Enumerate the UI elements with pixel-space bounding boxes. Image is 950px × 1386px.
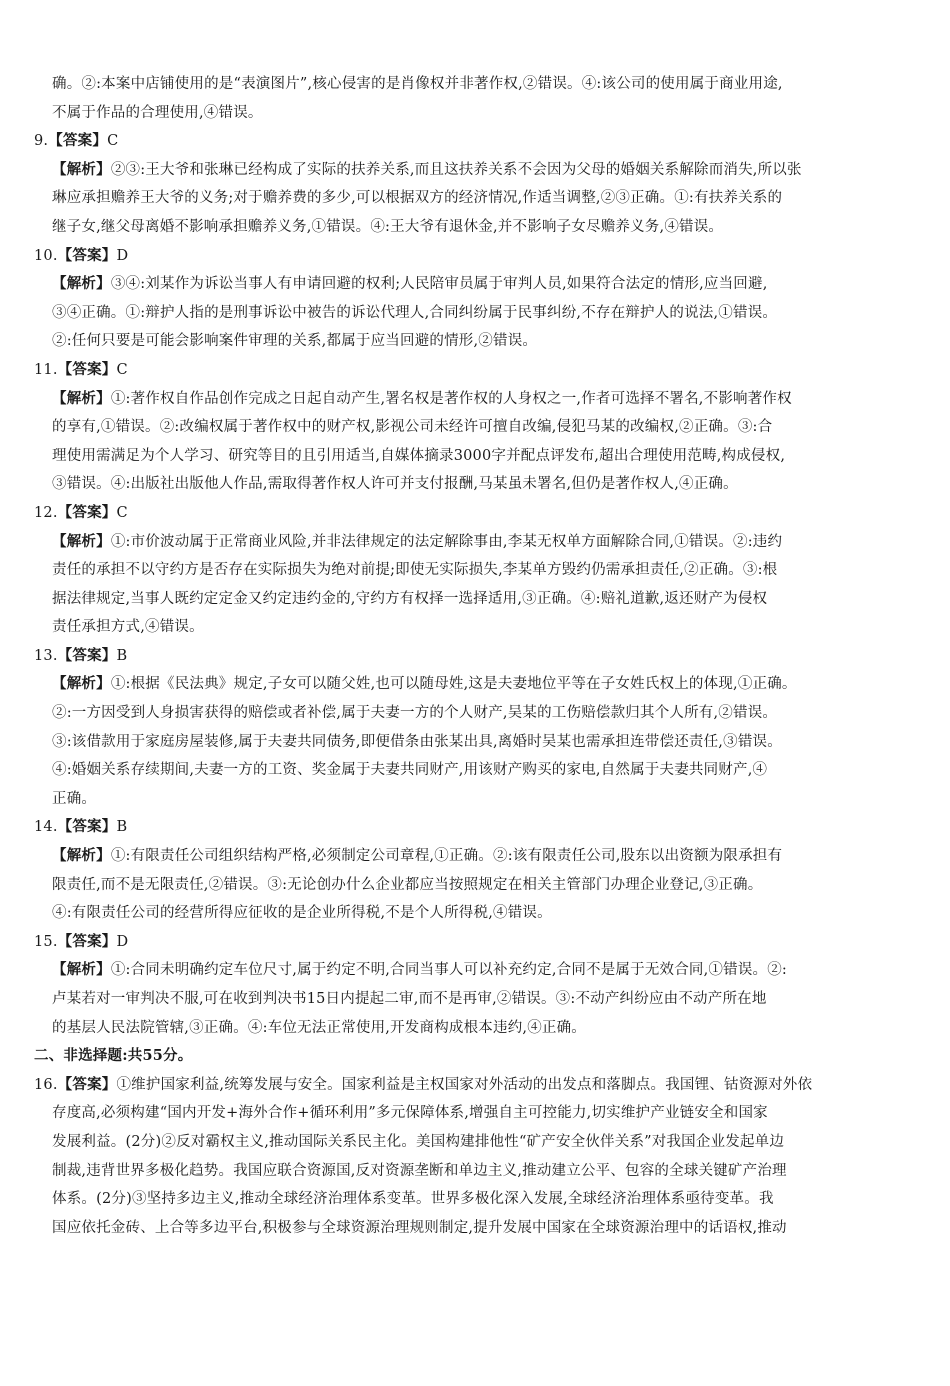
analysis-line: ④:婚姻关系存续期间,夫妻一方的工资、奖金属于夫妻共同财产,用该财产购买的家电,自然属于夫妻共同财产,④: [52, 762, 768, 779]
intro-line: 确。②:本案中店铺使用的是“表演图片”,核心侵害的是肖像权并非著作权,②错误。④:该公司的使用属于商业用途,: [52, 76, 783, 92]
analysis-tag: 【解析】: [52, 389, 111, 407]
answer-line: [34, 356, 916, 385]
question-9: [34, 127, 916, 241]
answer-tag: 【答案】: [57, 818, 117, 836]
analysis-line: 卢某若对一审判决不服,可在收到判决书15日内提起二审,而不是再审,②错误。③:不动产纠纷应由不动产所在地: [52, 991, 767, 1007]
answer-value: D: [116, 933, 129, 950]
analysis-tag: 【解析】: [52, 847, 111, 865]
analysis-line: 限责任,而不是无限责任,②错误。③:无论创办什么企业都应当按照规定在相关主管部门办理企业登记,③正确。: [52, 876, 763, 893]
answer-tag: 【答案】: [57, 646, 117, 664]
answer-text-line: 制裁,违背世界多极化趋势。我国应联合资源国,反对资源垄断和单边主义,推动建立公平、包容的全球关键矿产治理: [52, 1162, 787, 1179]
analysis-tag: 【解析】: [52, 532, 111, 550]
analysis-line: ②:一方因受到人身损害获得的赔偿或者补偿,属于夫妻一方的个人财产,吴某的工伤赔偿款归其个人所有,②错误。: [52, 705, 778, 722]
answer-value: D: [116, 247, 129, 264]
analysis-tag: 【解析】: [52, 961, 111, 979]
analysis-line: 【解析】①:著作权自作品创作完成之日起自动产生,署名权是著作权的人身权之一,作者可选择不署名,不影响著作权: [52, 389, 792, 407]
answer-tag: 【答案】: [57, 503, 117, 521]
question-number: 13.: [34, 647, 58, 664]
question-14: [34, 813, 916, 927]
analysis-line: 正确。: [52, 790, 97, 807]
answer-line: [34, 642, 916, 671]
answer-line: [34, 242, 916, 271]
answer-line: [34, 127, 916, 156]
analysis-line: 理使用需满足为个人学习、研究等目的且引用适当,自媒体摘录3000字并配点评发布,超出合理使用范畴,构成侵权,: [52, 447, 786, 464]
analysis-line: 责任承担方式,④错误。: [52, 619, 204, 636]
analysis-line: ③④正确。①:辩护人指的是刑事诉讼中被告的诉讼代理人,合同纠纷属于民事纠纷,不存在辩护人的说法,①错误。: [52, 304, 778, 321]
answer-line: [34, 813, 916, 842]
analysis-line: ③:该借款用于家庭房屋装修,属于夫妻共同债务,即便借条由张某出具,离婚时吴某也需承担连带偿还责任,③错误。: [52, 733, 782, 750]
answer-line: 16.【答案】①维护国家利益,统筹发展与安全。国家利益是主权国家对外活动的出发点和落脚点。我国锂、钴资源对外依: [34, 1075, 813, 1093]
question-11: [34, 356, 916, 499]
answer-value: B: [116, 819, 128, 836]
question-number: 15.: [34, 933, 58, 950]
intro-line: 不属于作品的合理使用,④错误。: [52, 104, 263, 121]
analysis-line: 据法律规定,当事人既约定定金又约定违约金的,守约方有权择一选择适用,③正确。④:赔礼道歉,返还财产为侵权: [52, 590, 768, 607]
analysis-line: ③错误。④:出版社出版他人作品,需取得著作权人许可并支付报酬,马某虽未署名,但仍是著作权人,④正确。: [52, 476, 738, 493]
answer-text-line: 国应依托金砖、上合等多边平台,积极参与全球资源治理规则制定,提升发展中国家在全球资源治理中的话语权,推动: [52, 1219, 787, 1236]
answer-text-line: 体系。(2分)③坚持多边主义,推动全球经济治理体系变革。世界多极化深入发展,全球经济治理体系亟待变革。我: [52, 1191, 774, 1208]
answer-tag: 【答案】: [57, 1075, 117, 1093]
analysis-line: 继子女,继父母离婚不影响承担赡养义务,①错误。④:王大爷有退休金,并不影响子女尽赡养义务,④错误。: [52, 218, 724, 235]
question-number: 12.: [34, 504, 58, 521]
analysis-line: 的享有,①错误。②:改编权属于著作权中的财产权,影视公司未经许可擅自改编,侵犯马某的改编权,②正确。③:合: [52, 419, 773, 436]
analysis-tag: 【解析】: [52, 675, 111, 693]
answer-value: C: [107, 133, 119, 150]
analysis-line: 琳应承担赡养王大爷的义务;对于赡养费的多少,可以根据双方的经济情况,作适当调整,②③正确。①:有扶养关系的: [52, 190, 783, 207]
question-13: [34, 642, 916, 814]
analysis-line: 的基层人民法院管辖,③正确。④:车位无法正常使用,开发商构成根本违约,④正确。: [52, 1019, 587, 1036]
analysis-line: 【解析】①:合同未明确约定车位尺寸,属于约定不明,合同当事人可以补充约定,合同不是属于无效合同,①错误。②:: [52, 961, 788, 979]
answer-tag: 【答案】: [57, 360, 117, 378]
answer-text-line: 存度高,必须构建“国内开发+海外合作+循环利用”多元保障体系,增强自主可控能力,切实维护产业链安全和国家: [52, 1105, 768, 1122]
analysis-line: 【解析】②③:王大爷和张琳已经构成了实际的扶养关系,而且这扶养关系不会因为父母的婚姻关系解除而消失,所以张: [52, 160, 802, 178]
question-number: 16.: [34, 1076, 58, 1093]
answer-tag: 【答案】: [57, 246, 117, 264]
question-number: 9.: [34, 133, 49, 150]
analysis-line: 责任的承担不以守约方是否存在实际损失为绝对前提;即使无实际损失,李某单方毁约仍需承担责任,②正确。③:根: [52, 562, 778, 579]
intro-block: [34, 70, 916, 127]
section-heading: 二、非选择题:共55分。: [34, 1047, 193, 1065]
question-16: [34, 1071, 916, 1243]
answer-tag: 【答案】: [48, 132, 108, 150]
analysis-tag: 【解析】: [52, 160, 111, 178]
question-12: [34, 499, 916, 642]
analysis-line: 【解析】①:根据《民法典》规定,子女可以随父姓,也可以随母姓,这是夫妻地位平等在子女姓氏权上的体现,①正确。: [52, 675, 797, 693]
analysis-line: 【解析】①:有限责任公司组织结构严格,必须制定公司章程,①正确。②:该有限责任公司,股东以出资额为限承担有: [52, 847, 783, 865]
question-15: [34, 928, 916, 1042]
answer-value: C: [116, 504, 128, 521]
answer-value: B: [116, 647, 128, 664]
answer-tag: 【答案】: [57, 932, 117, 950]
question-number: 10.: [34, 247, 58, 264]
answer-value: C: [116, 361, 128, 378]
answer-text-line: 发展利益。(2分)②反对霸权主义,推动国际关系民主化。美国构建排他性“矿产安全伙伴关系”对我国企业发起单边: [52, 1133, 785, 1150]
question-number: 14.: [34, 819, 58, 836]
analysis-line: 【解析】①:市价波动属于正常商业风险,并非法律规定的法定解除事由,李某无权单方面解除合同,①错误。②:违约: [52, 532, 783, 550]
analysis-tag: 【解析】: [52, 275, 111, 293]
analysis-line: 【解析】③④:刘某作为诉讼当事人有申请回避的权利;人民陪审员属于审判人员,如果符合法定的情形,应当回避,: [52, 275, 768, 293]
answer-line: [34, 499, 916, 528]
answer-line: [34, 928, 916, 957]
question-10: [34, 242, 916, 356]
question-number: 11.: [34, 361, 58, 378]
analysis-line: ④:有限责任公司的经营所得应征收的是企业所得税,不是个人所得税,④错误。: [52, 905, 552, 922]
analysis-line: ②:任何只要是可能会影响案件审理的关系,都属于应当回避的情形,②错误。: [52, 333, 538, 350]
